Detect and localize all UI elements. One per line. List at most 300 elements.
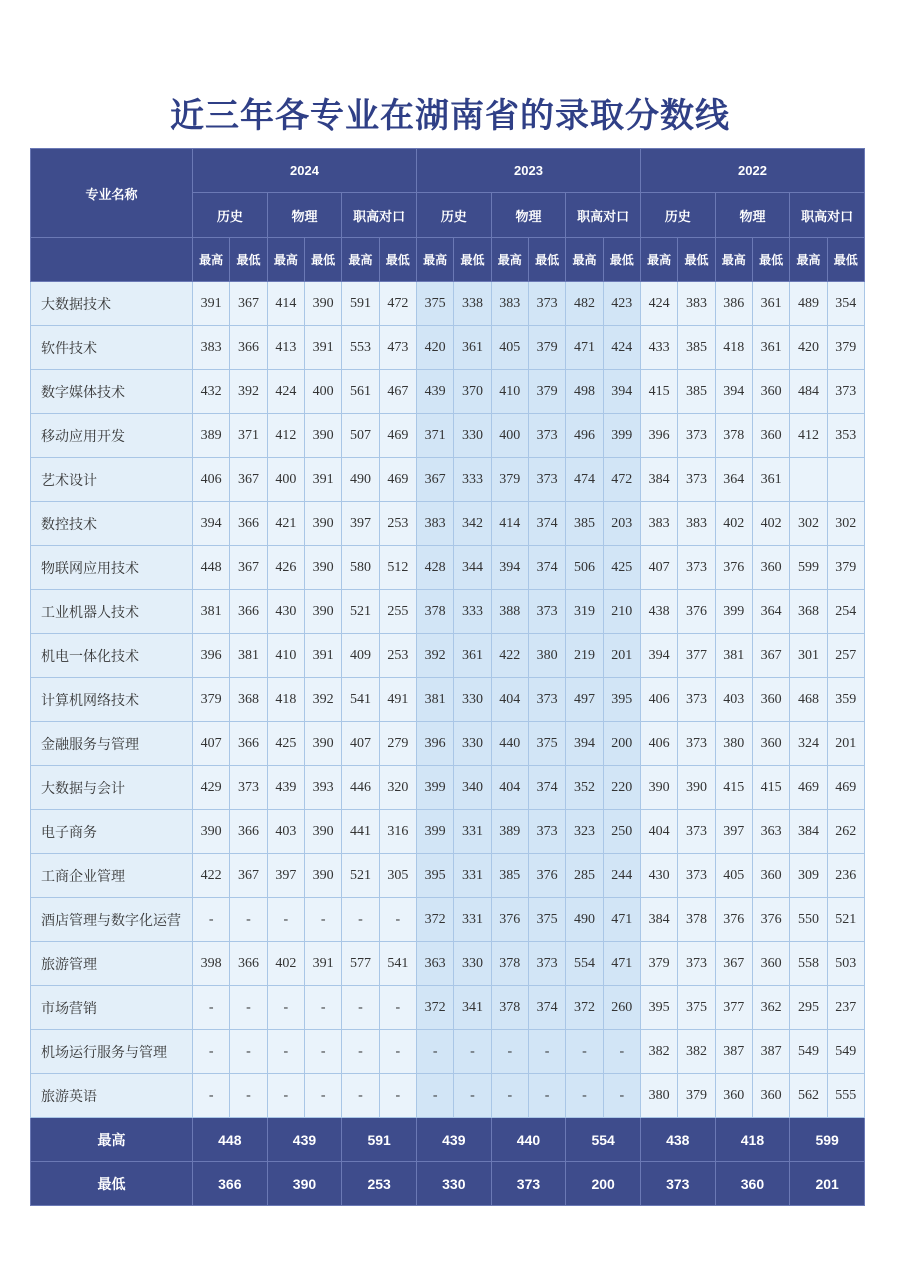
- summary-value-cell: 418: [715, 1118, 790, 1162]
- score-cell: 371: [230, 414, 267, 458]
- low-score-header: 最低: [827, 238, 864, 282]
- score-cell: 433: [640, 326, 677, 370]
- major-name-cell: 艺术设计: [31, 458, 193, 502]
- score-cell: 430: [267, 590, 304, 634]
- score-cell: 309: [790, 854, 827, 898]
- score-cell: 344: [454, 546, 491, 590]
- score-cell: 373: [678, 942, 715, 986]
- score-cell: 360: [752, 414, 789, 458]
- low-score-header: 最低: [454, 238, 491, 282]
- score-cell: 379: [827, 326, 864, 370]
- score-cell: 471: [603, 942, 640, 986]
- score-cell: 374: [528, 546, 565, 590]
- major-name-cell: 电子商务: [31, 810, 193, 854]
- low-score-header: 最低: [528, 238, 565, 282]
- score-cell: -: [304, 1074, 341, 1118]
- score-cell: 430: [640, 854, 677, 898]
- score-cell: 390: [304, 810, 341, 854]
- table-row: [31, 1074, 865, 1118]
- score-cell: 379: [528, 370, 565, 414]
- score-cell: 473: [379, 326, 416, 370]
- score-cell: 394: [640, 634, 677, 678]
- score-cell: 375: [528, 898, 565, 942]
- score-cell: 506: [566, 546, 603, 590]
- score-cell: 372: [566, 986, 603, 1030]
- score-cell: 562: [790, 1074, 827, 1118]
- score-cell: 377: [678, 634, 715, 678]
- table-row: [31, 766, 865, 810]
- score-cell: 580: [342, 546, 379, 590]
- table-summary: [31, 1118, 865, 1206]
- score-cell: 373: [678, 722, 715, 766]
- category-header-vocational: 职高对口: [566, 193, 641, 238]
- score-cell: 394: [193, 502, 230, 546]
- score-cell: 377: [715, 986, 752, 1030]
- score-cell: 387: [715, 1030, 752, 1074]
- score-cell: 392: [304, 678, 341, 722]
- score-cell: 366: [230, 722, 267, 766]
- score-cell: 397: [715, 810, 752, 854]
- score-cell: 407: [640, 546, 677, 590]
- score-cell: 341: [454, 986, 491, 1030]
- score-cell: 380: [640, 1074, 677, 1118]
- score-cell: 352: [566, 766, 603, 810]
- score-cell: 404: [640, 810, 677, 854]
- summary-value-cell: 599: [790, 1118, 865, 1162]
- score-cell: 373: [827, 370, 864, 414]
- score-cell: 404: [491, 678, 528, 722]
- score-cell: 373: [528, 678, 565, 722]
- score-cell: -: [454, 1030, 491, 1074]
- score-cell: -: [379, 898, 416, 942]
- score-cell: 368: [230, 678, 267, 722]
- score-cell: 423: [603, 282, 640, 326]
- score-cell: 382: [640, 1030, 677, 1074]
- score-cell: 413: [267, 326, 304, 370]
- score-cell: 403: [715, 678, 752, 722]
- score-cell: 422: [193, 854, 230, 898]
- high-score-header: 最高: [491, 238, 528, 282]
- score-cell: 379: [640, 942, 677, 986]
- score-cell: 237: [827, 986, 864, 1030]
- score-cell: 302: [827, 502, 864, 546]
- table-row: [31, 326, 865, 370]
- score-cell: -: [304, 1030, 341, 1074]
- score-cell: 421: [267, 502, 304, 546]
- score-cell: 521: [342, 590, 379, 634]
- score-cell: 390: [304, 590, 341, 634]
- score-cell: 474: [566, 458, 603, 502]
- admission-score-table: [30, 148, 865, 1206]
- score-cell: 390: [193, 810, 230, 854]
- score-cell: 210: [603, 590, 640, 634]
- score-cell: 323: [566, 810, 603, 854]
- score-cell: 360: [752, 722, 789, 766]
- score-cell: 390: [640, 766, 677, 810]
- score-cell: 338: [454, 282, 491, 326]
- summary-value-cell: 253: [342, 1162, 417, 1206]
- score-cell: 333: [454, 458, 491, 502]
- score-cell: 340: [454, 766, 491, 810]
- score-cell: 402: [752, 502, 789, 546]
- score-cell: 389: [491, 810, 528, 854]
- score-cell: 467: [379, 370, 416, 414]
- table-row: [31, 634, 865, 678]
- score-cell: 407: [342, 722, 379, 766]
- score-cell: 418: [715, 326, 752, 370]
- score-cell: 316: [379, 810, 416, 854]
- score-cell: 383: [640, 502, 677, 546]
- page-title: 近三年各专业在湖南省的录取分数线: [170, 96, 730, 136]
- summary-value-cell: 554: [566, 1118, 641, 1162]
- score-cell: 257: [827, 634, 864, 678]
- score-cell: 366: [230, 326, 267, 370]
- score-cell: 554: [566, 942, 603, 986]
- table-row: [31, 502, 865, 546]
- score-cell: 400: [304, 370, 341, 414]
- score-cell: 295: [790, 986, 827, 1030]
- low-score-header: 最低: [304, 238, 341, 282]
- score-cell: 383: [678, 282, 715, 326]
- score-cell: 372: [416, 898, 453, 942]
- score-cell: 260: [603, 986, 640, 1030]
- score-cell: 384: [640, 898, 677, 942]
- score-cell: 360: [752, 546, 789, 590]
- score-cell: 402: [267, 942, 304, 986]
- major-name-cell: 移动应用开发: [31, 414, 193, 458]
- table-row: [31, 898, 865, 942]
- score-cell: 541: [379, 942, 416, 986]
- summary-value-cell: 439: [416, 1118, 491, 1162]
- score-cell: 236: [827, 854, 864, 898]
- score-cell: -: [267, 1074, 304, 1118]
- score-cell: 379: [193, 678, 230, 722]
- score-cell: 353: [827, 414, 864, 458]
- score-cell: 387: [752, 1030, 789, 1074]
- score-cell: -: [193, 1030, 230, 1074]
- score-cell: 439: [416, 370, 453, 414]
- score-cell: 391: [304, 942, 341, 986]
- score-cell: 381: [230, 634, 267, 678]
- score-cell: 379: [827, 546, 864, 590]
- score-cell: 375: [528, 722, 565, 766]
- score-cell: 375: [416, 282, 453, 326]
- score-cell: 374: [528, 502, 565, 546]
- high-score-header: 最高: [416, 238, 453, 282]
- score-cell: 378: [416, 590, 453, 634]
- score-cell: 385: [678, 370, 715, 414]
- score-cell: 370: [454, 370, 491, 414]
- major-name-cell: 金融服务与管理: [31, 722, 193, 766]
- score-cell: 367: [230, 854, 267, 898]
- score-cell: 382: [678, 1030, 715, 1074]
- score-cell: 406: [193, 458, 230, 502]
- score-cell: 319: [566, 590, 603, 634]
- score-cell: 360: [752, 370, 789, 414]
- score-cell: 550: [790, 898, 827, 942]
- score-cell: 390: [304, 854, 341, 898]
- score-cell: 396: [416, 722, 453, 766]
- table-row: [31, 854, 865, 898]
- score-cell: 400: [267, 458, 304, 502]
- table-row: [31, 678, 865, 722]
- table-row: [31, 458, 865, 502]
- score-cell: 496: [566, 414, 603, 458]
- score-cell: 376: [528, 854, 565, 898]
- score-cell: 553: [342, 326, 379, 370]
- summary-value-cell: 366: [193, 1162, 268, 1206]
- score-cell: 420: [790, 326, 827, 370]
- score-cell: 253: [379, 634, 416, 678]
- score-cell: 380: [528, 634, 565, 678]
- score-cell: 390: [678, 766, 715, 810]
- score-cell: 415: [752, 766, 789, 810]
- category-header-physics: 物理: [491, 193, 566, 238]
- score-cell: -: [454, 1074, 491, 1118]
- score-cell: 330: [454, 414, 491, 458]
- major-name-cell: 旅游英语: [31, 1074, 193, 1118]
- score-cell: 360: [752, 1074, 789, 1118]
- score-cell: 367: [715, 942, 752, 986]
- score-cell: 405: [715, 854, 752, 898]
- score-cell: 374: [528, 766, 565, 810]
- major-name-cell: 计算机网络技术: [31, 678, 193, 722]
- score-cell: 262: [827, 810, 864, 854]
- low-score-header: 最低: [603, 238, 640, 282]
- table-row: [31, 722, 865, 766]
- score-cell: -: [193, 986, 230, 1030]
- major-name-cell: 数字媒体技术: [31, 370, 193, 414]
- score-cell: 383: [491, 282, 528, 326]
- summary-value-cell: 438: [640, 1118, 715, 1162]
- major-name-cell: 旅游管理: [31, 942, 193, 986]
- score-cell: 373: [678, 414, 715, 458]
- score-cell: 418: [267, 678, 304, 722]
- score-cell: -: [230, 986, 267, 1030]
- score-cell: -: [230, 898, 267, 942]
- score-cell: 424: [603, 326, 640, 370]
- major-name-cell: 市场营销: [31, 986, 193, 1030]
- score-cell: 439: [267, 766, 304, 810]
- score-cell: 468: [790, 678, 827, 722]
- score-cell: 397: [342, 502, 379, 546]
- score-cell: 399: [603, 414, 640, 458]
- score-cell: 373: [678, 546, 715, 590]
- score-cell: [827, 458, 864, 502]
- score-cell: -: [603, 1074, 640, 1118]
- score-cell: -: [491, 1074, 528, 1118]
- score-cell: 399: [715, 590, 752, 634]
- table-row: [31, 986, 865, 1030]
- category-header-vocational: 职高对口: [790, 193, 865, 238]
- category-header-physics: 物理: [715, 193, 790, 238]
- score-cell: 367: [230, 458, 267, 502]
- year-header-2022: 2022: [640, 149, 864, 193]
- score-cell: 381: [715, 634, 752, 678]
- score-cell: 366: [230, 590, 267, 634]
- score-cell: 399: [416, 766, 453, 810]
- score-cell: 491: [379, 678, 416, 722]
- score-cell: 368: [790, 590, 827, 634]
- score-cell: 390: [304, 414, 341, 458]
- table-row: [31, 546, 865, 590]
- score-cell: 383: [193, 326, 230, 370]
- score-cell: -: [491, 1030, 528, 1074]
- major-name-cell: 大数据与会计: [31, 766, 193, 810]
- score-cell: 331: [454, 854, 491, 898]
- score-cell: -: [379, 986, 416, 1030]
- score-cell: 367: [230, 282, 267, 326]
- score-cell: -: [304, 898, 341, 942]
- score-cell: 471: [603, 898, 640, 942]
- table-header: [31, 149, 865, 282]
- score-cell: 254: [827, 590, 864, 634]
- score-cell: 285: [566, 854, 603, 898]
- score-cell: 415: [640, 370, 677, 414]
- score-cell: 599: [790, 546, 827, 590]
- score-cell: 360: [715, 1074, 752, 1118]
- score-cell: 390: [304, 546, 341, 590]
- major-name-cell: 机场运行服务与管理: [31, 1030, 193, 1074]
- score-cell: 426: [267, 546, 304, 590]
- score-cell: -: [304, 986, 341, 1030]
- score-cell: 373: [678, 810, 715, 854]
- score-cell: 373: [528, 282, 565, 326]
- score-cell: 409: [342, 634, 379, 678]
- score-cell: 331: [454, 898, 491, 942]
- score-cell: 422: [491, 634, 528, 678]
- blank-header-cell: [31, 238, 193, 282]
- score-cell: 392: [230, 370, 267, 414]
- score-cell: 410: [491, 370, 528, 414]
- score-cell: 255: [379, 590, 416, 634]
- score-cell: 397: [267, 854, 304, 898]
- score-cell: 394: [603, 370, 640, 414]
- score-cell: 333: [454, 590, 491, 634]
- score-cell: 407: [193, 722, 230, 766]
- score-cell: 391: [304, 634, 341, 678]
- score-cell: 253: [379, 502, 416, 546]
- score-cell: 395: [416, 854, 453, 898]
- score-cell: 373: [678, 854, 715, 898]
- score-cell: 376: [491, 898, 528, 942]
- score-cell: 363: [416, 942, 453, 986]
- score-cell: 331: [454, 810, 491, 854]
- low-score-header: 最低: [678, 238, 715, 282]
- major-name-cell: 物联网应用技术: [31, 546, 193, 590]
- score-cell: 391: [304, 458, 341, 502]
- score-cell: 412: [790, 414, 827, 458]
- summary-value-cell: 373: [640, 1162, 715, 1206]
- score-cell: 497: [566, 678, 603, 722]
- low-score-header: 最低: [379, 238, 416, 282]
- score-cell: 381: [416, 678, 453, 722]
- high-score-header: 最高: [715, 238, 752, 282]
- score-cell: 410: [267, 634, 304, 678]
- score-cell: 549: [827, 1030, 864, 1074]
- score-cell: 279: [379, 722, 416, 766]
- score-cell: 400: [491, 414, 528, 458]
- score-cell: 541: [342, 678, 379, 722]
- score-cell: -: [342, 1030, 379, 1074]
- score-cell: 360: [752, 942, 789, 986]
- score-cell: 361: [752, 326, 789, 370]
- score-cell: 399: [416, 810, 453, 854]
- high-score-header: 最高: [267, 238, 304, 282]
- score-cell: 549: [790, 1030, 827, 1074]
- summary-value-cell: 330: [416, 1162, 491, 1206]
- summary-value-cell: 591: [342, 1118, 417, 1162]
- score-cell: 367: [230, 546, 267, 590]
- score-cell: 373: [678, 458, 715, 502]
- score-cell: 398: [193, 942, 230, 986]
- score-cell: 367: [416, 458, 453, 502]
- score-cell: 203: [603, 502, 640, 546]
- score-cell: 489: [790, 282, 827, 326]
- score-cell: 373: [528, 458, 565, 502]
- score-cell: 361: [752, 458, 789, 502]
- score-cell: 390: [304, 282, 341, 326]
- score-cell: 354: [827, 282, 864, 326]
- score-cell: 469: [827, 766, 864, 810]
- score-cell: -: [267, 1030, 304, 1074]
- score-cell: 482: [566, 282, 603, 326]
- score-cell: -: [416, 1030, 453, 1074]
- score-cell: 385: [678, 326, 715, 370]
- score-cell: 389: [193, 414, 230, 458]
- score-cell: 425: [267, 722, 304, 766]
- score-cell: 498: [566, 370, 603, 414]
- score-cell: 512: [379, 546, 416, 590]
- score-cell: 373: [230, 766, 267, 810]
- score-cell: 330: [454, 722, 491, 766]
- score-cell: 374: [528, 986, 565, 1030]
- score-cell: 200: [603, 722, 640, 766]
- score-cell: -: [566, 1030, 603, 1074]
- score-cell: -: [230, 1074, 267, 1118]
- score-cell: 385: [566, 502, 603, 546]
- score-cell: 403: [267, 810, 304, 854]
- score-cell: 302: [790, 502, 827, 546]
- score-cell: 305: [379, 854, 416, 898]
- score-cell: 386: [715, 282, 752, 326]
- score-cell: 415: [715, 766, 752, 810]
- category-header-history: 历史: [193, 193, 268, 238]
- score-cell: 219: [566, 634, 603, 678]
- score-cell: 383: [678, 502, 715, 546]
- score-cell: 391: [193, 282, 230, 326]
- score-cell: 405: [491, 326, 528, 370]
- score-cell: 379: [491, 458, 528, 502]
- score-cell: 381: [193, 590, 230, 634]
- score-cell: 406: [640, 678, 677, 722]
- score-cell: 385: [491, 854, 528, 898]
- score-cell: 373: [678, 678, 715, 722]
- score-cell: 472: [603, 458, 640, 502]
- score-cell: 301: [790, 634, 827, 678]
- score-cell: 503: [827, 942, 864, 986]
- score-cell: 373: [528, 810, 565, 854]
- score-cell: 373: [528, 590, 565, 634]
- score-cell: 412: [267, 414, 304, 458]
- score-cell: -: [603, 1030, 640, 1074]
- summary-value-cell: 360: [715, 1162, 790, 1206]
- summary-value-cell: 440: [491, 1118, 566, 1162]
- table-row: [31, 590, 865, 634]
- major-name-cell: 大数据技术: [31, 282, 193, 326]
- major-name-cell: 工业机器人技术: [31, 590, 193, 634]
- score-cell: 521: [342, 854, 379, 898]
